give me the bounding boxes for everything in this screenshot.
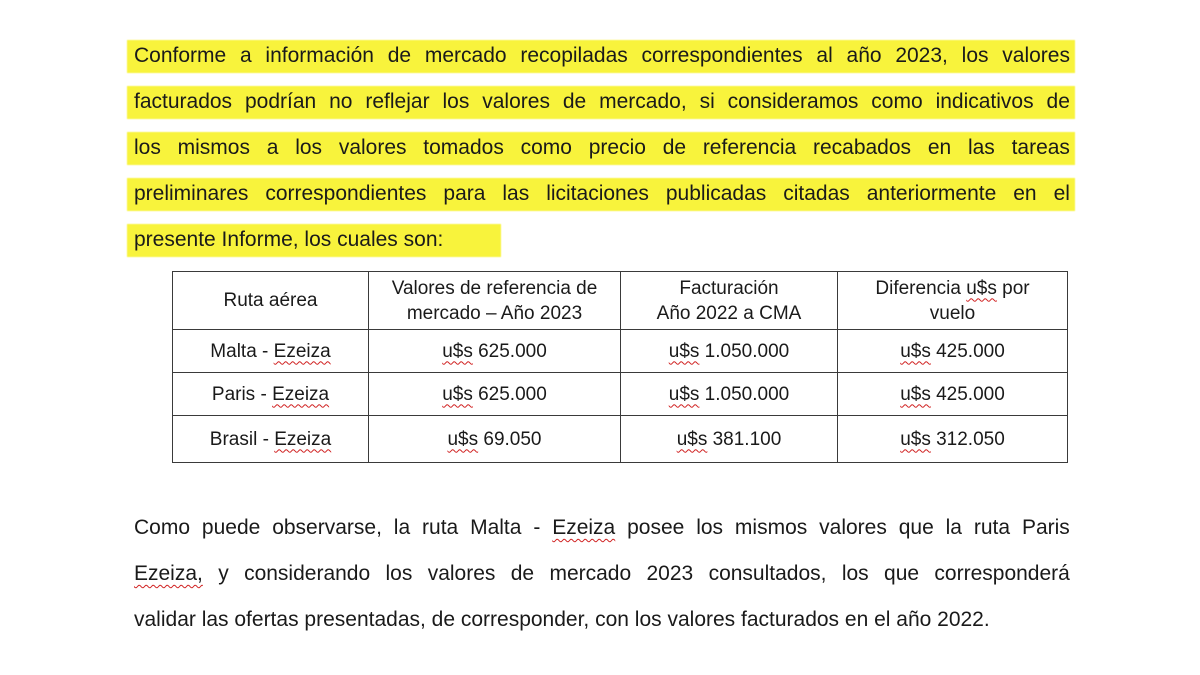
intro-word: las (502, 182, 530, 205)
closing-word: la (945, 516, 962, 539)
closing-line-1-text (134, 505, 1070, 551)
closing-word: posee (627, 516, 685, 539)
intro-word: los (295, 136, 323, 159)
intro-word: los (442, 90, 470, 113)
currency-label: u$s (668, 383, 700, 405)
intro-word: valores (482, 90, 550, 113)
route-destination: Ezeiza (272, 383, 330, 405)
currency-label: u$s (442, 383, 473, 405)
intro-word: tomados (423, 136, 504, 159)
intro-word: correspondientes (265, 182, 427, 205)
intro-line (134, 125, 1070, 171)
difference-value-cell: u$s 425.000 (838, 373, 1068, 416)
intro-word: correspondientes (641, 44, 803, 67)
intro-word: de (662, 136, 687, 159)
intro-word: el (1053, 182, 1070, 205)
intro-word: precio (588, 136, 646, 159)
intro-word: facturados (134, 90, 233, 113)
closing-word: valores (427, 562, 496, 585)
intro-word: si (699, 90, 715, 113)
currency-label: u$s (900, 340, 931, 362)
intro-word: reflejar (365, 90, 430, 113)
closing-word: los (841, 562, 869, 585)
intro-word: preliminares (134, 182, 249, 205)
intro-word: información (265, 44, 374, 67)
intro-line (134, 33, 1070, 79)
intro-word: citadas (783, 182, 850, 205)
closing-word: 2023 (646, 562, 694, 585)
intro-word: como (871, 90, 923, 113)
route-destination: Ezeiza (273, 340, 331, 362)
route-cell: Brasil - Ezeiza (173, 416, 369, 463)
spellcheck-word: Ezeiza, (134, 562, 203, 585)
closing-line-2-text (134, 551, 1070, 597)
intro-word: no (329, 90, 353, 113)
closing-word: considerando (244, 562, 371, 585)
closing-word: mismos (734, 516, 808, 539)
intro-line (134, 79, 1070, 125)
reference-value-cell: u$s 69.050 (369, 416, 621, 463)
intro-word: Conforme (134, 44, 227, 67)
intro-word: 2023, (895, 44, 948, 67)
intro-word: en (927, 136, 952, 159)
currency-label: u$s (900, 383, 931, 405)
route-cell: Malta - Ezeiza (173, 330, 369, 373)
intro-word: de (562, 90, 587, 113)
intro-word: publicadas (665, 182, 767, 205)
header-reference-values: Valores de referencia de mercado – Año 2023 (369, 272, 621, 330)
closing-word: que (884, 562, 920, 585)
closing-word: Como (134, 516, 191, 539)
intro-word: indicativos (935, 90, 1034, 113)
intro-word: licitaciones (546, 182, 649, 205)
intro-word: de (387, 44, 412, 67)
closing-word: los (385, 562, 413, 585)
intro-word: podrían (244, 90, 317, 113)
header-billing: Facturación Año 2022 a CMA (621, 272, 838, 330)
billing-value-cell: u$s 381.100 (621, 416, 838, 463)
intro-word: mismos (177, 136, 250, 159)
closing-word: de (510, 562, 535, 585)
intro-word: mercado, (599, 90, 687, 113)
table-row (173, 416, 1068, 463)
intro-word: las (967, 136, 995, 159)
closing-word: mercado (549, 562, 632, 585)
difference-value-cell: u$s 312.050 (838, 416, 1068, 463)
intro-word: de (1046, 90, 1070, 113)
intro-word: año (846, 44, 882, 67)
closing-word: ruta (973, 516, 1011, 539)
currency-label: u$s (442, 340, 473, 362)
intro-word: mercado (424, 44, 507, 67)
intro-word: presente Informe, los cuales son: (134, 228, 444, 251)
currency-label: u$s (447, 428, 479, 450)
intro-word: referencia (702, 136, 797, 159)
intro-word: consideramos (727, 90, 859, 113)
intro-word: en (1013, 182, 1037, 205)
intro-line (134, 217, 1070, 263)
intro-word: anteriormente (866, 182, 997, 205)
intro-word: a (266, 136, 279, 159)
reference-value-cell: u$s 625.000 (369, 330, 621, 373)
closing-word: - (533, 516, 541, 539)
intro-paragraph (134, 33, 1070, 263)
billing-value-cell: u$s 1.050.000 (621, 330, 838, 373)
closing-word: ruta (422, 516, 459, 539)
closing-word: la (393, 516, 411, 539)
reference-values-table (172, 271, 1068, 463)
intro-word: los (961, 44, 989, 67)
closing-line-2 (134, 551, 1070, 597)
difference-value-cell: u$s 425.000 (838, 330, 1068, 373)
closing-word: y (218, 562, 229, 585)
intro-word: valores (338, 136, 407, 159)
closing-word: corresponderá (934, 562, 1070, 585)
closing-word: puede (201, 516, 261, 539)
closing-word: valores (819, 516, 887, 539)
closing-word: Paris (1021, 516, 1070, 539)
route-cell: Paris - Ezeiza (173, 373, 369, 416)
currency-label: u$s (676, 428, 708, 450)
intro-word: los (134, 136, 161, 159)
table-row (173, 330, 1068, 373)
intro-word: tareas (1011, 136, 1070, 159)
intro-word: para (443, 182, 486, 205)
closing-word: los (696, 516, 724, 539)
intro-line (134, 171, 1070, 217)
currency-label: u$s (966, 277, 997, 299)
reference-value-cell: u$s 625.000 (369, 373, 621, 416)
closing-line-3: validar las ofertas presentadas, de corresponder, con los valores facturados en el año 2022. (134, 608, 990, 631)
intro-word: recopiladas (520, 44, 628, 67)
header-difference: Diferencia u$s por vuelo (838, 272, 1068, 330)
closing-word: consultados, (708, 562, 827, 585)
intro-word: a (239, 44, 252, 67)
intro-word: como (520, 136, 572, 159)
currency-label: u$s (668, 340, 700, 362)
billing-value-cell: u$s 1.050.000 (621, 373, 838, 416)
intro-word: al (816, 44, 833, 67)
closing-line-1 (134, 505, 1070, 551)
currency-label: u$s (900, 428, 931, 450)
closing-word: observarse, (272, 516, 382, 539)
closing-paragraph (134, 505, 1070, 643)
route-destination: Ezeiza (274, 428, 332, 450)
spellcheck-word: Ezeiza (552, 516, 616, 539)
closing-word: que (898, 516, 934, 539)
header-route: Ruta aérea (173, 272, 369, 330)
closing-word: Malta (470, 516, 522, 539)
intro-word: recabados (812, 136, 912, 159)
table-row (173, 373, 1068, 416)
header-difference-line1: Diferencia u$s por (875, 277, 1030, 299)
intro-word: valores (1002, 44, 1070, 67)
table-header-row (173, 272, 1068, 330)
